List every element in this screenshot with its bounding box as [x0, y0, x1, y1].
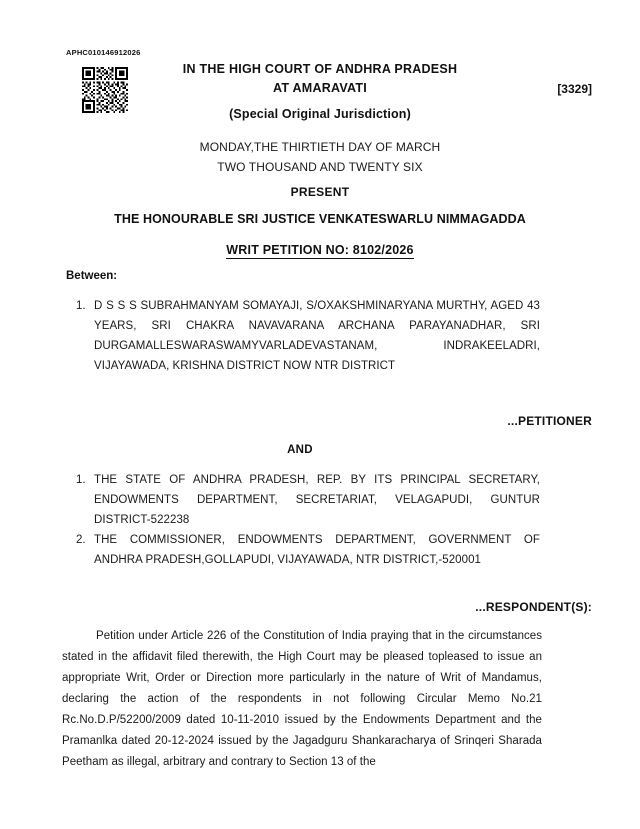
case-number-text: WRIT PETITION NO: 8102/2026	[226, 243, 414, 257]
case-number	[0, 241, 640, 259]
court-header	[0, 60, 640, 124]
petitioner-role-label: ...PETITIONER	[507, 414, 592, 428]
court-name-line-2: AT AMARAVATI	[273, 81, 367, 95]
respondent-number: 2.	[76, 534, 86, 546]
prayer-paragraph: Petition under Article 226 of the Constitution of India praying that in the circumstances stated in the affidavit filed therewith, the High Court may be pleased topleased to issue an appropriate Writ, Order or Direction more particularly in the nature of Writ of Mandamus, declaring the action of the respondents in not following Circular Memo No.21 Rc.No.D.P/52200/2009 dated 10-11-2010 issued by the Endowments Department and the Pramanlka dated 20-12-2024 issued by the Jagadguru Shankaracharya of Srinqeri Sharada Peetham as illegal, arbitrary and contrary to Section 13 of the	[62, 630, 542, 768]
present-label: PRESENT	[290, 185, 350, 199]
respondent-role-label: ...RESPONDENT(S):	[475, 600, 592, 614]
respondent-details: THE STATE OF ANDHRA PRADESH, REP. BY ITS PRINCIPAL SECRETARY, ENDOWMENTS DEPARTMENT, SECRETARIAT, VELAGAPUDI, GUNTUR DISTRICT-522238	[94, 474, 540, 526]
page-marker: [3329]	[557, 82, 592, 96]
list-item	[76, 296, 540, 376]
respondent-number: 1.	[76, 474, 86, 486]
judge-name: THE HONOURABLE SRI JUSTICE VENKATESWARLU NIMMAGADDA	[114, 212, 526, 226]
petitioner-list	[76, 296, 540, 376]
sitting-date-line-2: TWO THOUSAND AND TWENTY SIX	[217, 160, 423, 174]
respondent-list	[76, 470, 540, 570]
and-separator-label: AND	[287, 444, 313, 456]
respondent-details: THE COMMISSIONER, ENDOWMENTS DEPARTMENT, GOVERNMENT OF ANDHRA PRADESH,GOLLAPUDI, VIJAYAWADA, NTR DISTRICT,-520001	[94, 534, 540, 566]
list-item	[76, 470, 540, 530]
between-label: Between:	[66, 270, 118, 282]
petitioner-number: 1.	[76, 300, 86, 312]
petitioner-details: D S S S SUBRAHMANYAM SOMAYAJI, S/OXAKSHMINARYANA MURTHY, AGED 43 YEARS, SRI CHAKRA NAVAVARANA ARCHANA PARAYANADHAR, SRI DURGAMALLESWARASWAMYVARLADEVASTANAM, INDRAKEELADRI, VIJAYAWADA, KRISHNA DISTRICT NOW NTR DISTRICT	[94, 300, 540, 372]
sitting-date-line-1: MONDAY,THE THIRTIETH DAY OF MARCH	[199, 140, 441, 154]
court-name-line-1: IN THE HIGH COURT OF ANDHRA PRADESH	[182, 62, 458, 76]
jurisdiction-line: (Special Original Jurisdiction)	[229, 107, 411, 121]
sitting-date-block	[0, 137, 640, 177]
filing-code: APHC010146912026	[66, 48, 141, 57]
list-item	[76, 530, 540, 570]
